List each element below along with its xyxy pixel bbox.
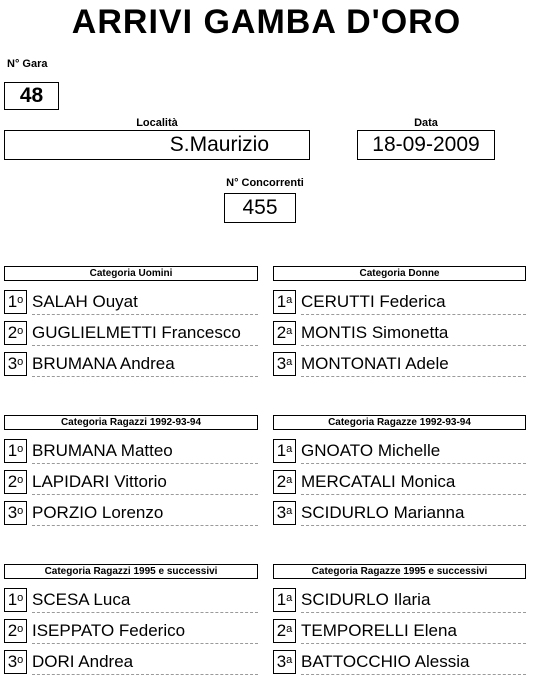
localita-label: Località <box>136 117 178 129</box>
rank-box <box>4 470 27 494</box>
result-row <box>4 321 258 345</box>
rank-suffix: o <box>17 325 24 337</box>
category-header: Categoria Ragazze 1995 e successivi <box>273 564 526 579</box>
rank-suffix: o <box>17 654 24 666</box>
athlete-name: GNOATO Michelle <box>301 439 526 464</box>
concorrenti-label: N° Concorrenti <box>226 177 304 189</box>
rank-box <box>4 439 27 463</box>
rank-suffix: o <box>17 474 24 486</box>
rank-box <box>273 321 296 345</box>
rank-number: 1 <box>7 590 18 609</box>
athlete-name: SCESA Luca <box>32 588 258 613</box>
rank-box <box>4 352 27 376</box>
rank-suffix: a <box>286 654 293 666</box>
result-row <box>4 588 258 612</box>
rank-box <box>273 439 296 463</box>
rank-number: 2 <box>276 472 287 491</box>
rank-box <box>273 650 296 674</box>
result-row <box>273 470 526 494</box>
rank-box <box>4 650 27 674</box>
athlete-name: BRUMANA Matteo <box>32 439 258 464</box>
result-row <box>273 290 526 314</box>
athlete-name: DORI Andrea <box>32 650 258 675</box>
athlete-name: LAPIDARI Vittorio <box>32 470 258 495</box>
result-row <box>4 290 258 314</box>
category-header: Categoria Uomini <box>4 266 258 281</box>
athlete-name: ISEPPATO Federico <box>32 619 258 644</box>
result-row <box>273 439 526 463</box>
athlete-name: CERUTTI Federica <box>301 290 526 315</box>
rank-number: 3 <box>7 652 18 671</box>
rank-number: 1 <box>7 441 18 460</box>
result-row <box>4 352 258 376</box>
rank-box <box>273 501 296 525</box>
rank-suffix: a <box>286 443 293 455</box>
rank-suffix: a <box>286 623 293 635</box>
localita-value: S.Maurizio <box>4 130 310 160</box>
rank-suffix: o <box>17 443 24 455</box>
rank-suffix: o <box>17 623 24 635</box>
athlete-name: SCIDURLO Ilaria <box>301 588 526 613</box>
result-row <box>4 470 258 494</box>
result-row <box>4 501 258 525</box>
athlete-name: MONTONATI Adele <box>301 352 526 377</box>
category-header: Categoria Ragazze 1992-93-94 <box>273 415 526 430</box>
rank-number: 1 <box>276 292 287 311</box>
rank-box <box>273 290 296 314</box>
rank-number: 3 <box>276 354 287 373</box>
rank-box <box>273 352 296 376</box>
rank-suffix: o <box>17 505 24 517</box>
gara-label: N° Gara <box>7 58 48 70</box>
rank-suffix: o <box>17 356 24 368</box>
result-row <box>4 619 258 643</box>
rank-number: 2 <box>7 621 18 640</box>
athlete-name: MERCATALI Monica <box>301 470 526 495</box>
data-label: Data <box>414 117 438 129</box>
result-row <box>273 619 526 643</box>
rank-number: 2 <box>276 621 287 640</box>
rank-suffix: o <box>17 294 24 306</box>
rank-suffix: a <box>286 592 293 604</box>
rank-number: 3 <box>276 503 287 522</box>
rank-suffix: o <box>17 592 24 604</box>
rank-number: 2 <box>7 323 18 342</box>
rank-number: 1 <box>276 441 287 460</box>
athlete-name: BRUMANA Andrea <box>32 352 258 377</box>
rank-box <box>273 619 296 643</box>
rank-suffix: a <box>286 505 293 517</box>
rank-suffix: a <box>286 474 293 486</box>
athlete-name: TEMPORELLI Elena <box>301 619 526 644</box>
result-row <box>273 650 526 674</box>
rank-number: 2 <box>7 472 18 491</box>
rank-box <box>4 588 27 612</box>
athlete-name: BATTOCCHIO Alessia <box>301 650 526 675</box>
rank-box <box>4 501 27 525</box>
athlete-name: PORZIO Lorenzo <box>32 501 258 526</box>
rank-suffix: a <box>286 356 293 368</box>
rank-number: 3 <box>276 652 287 671</box>
category-header: Categoria Ragazzi 1995 e successivi <box>4 564 258 579</box>
result-row <box>273 352 526 376</box>
rank-number: 3 <box>7 503 18 522</box>
rank-box <box>4 619 27 643</box>
concorrenti-value: 455 <box>224 193 296 223</box>
result-row <box>4 439 258 463</box>
rank-number: 1 <box>7 292 18 311</box>
result-row <box>273 321 526 345</box>
category-header: Categoria Donne <box>273 266 526 281</box>
rank-box <box>4 321 27 345</box>
rank-number: 2 <box>276 323 287 342</box>
rank-suffix: a <box>286 294 293 306</box>
result-row <box>273 501 526 525</box>
gara-value: 48 <box>4 82 59 110</box>
rank-box <box>4 290 27 314</box>
athlete-name: SCIDURLO Marianna <box>301 501 526 526</box>
data-value: 18-09-2009 <box>357 130 495 160</box>
rank-number: 3 <box>7 354 18 373</box>
page-title: ARRIVI GAMBA D'ORO <box>71 3 462 41</box>
athlete-name: MONTIS Simonetta <box>301 321 526 346</box>
rank-box <box>273 470 296 494</box>
result-row <box>273 588 526 612</box>
rank-box <box>273 588 296 612</box>
athlete-name: SALAH Ouyat <box>32 290 258 315</box>
athlete-name: GUGLIELMETTI Francesco <box>32 321 258 346</box>
rank-suffix: a <box>286 325 293 337</box>
rank-number: 1 <box>276 590 287 609</box>
result-row <box>4 650 258 674</box>
category-header: Categoria Ragazzi 1992-93-94 <box>4 415 258 430</box>
